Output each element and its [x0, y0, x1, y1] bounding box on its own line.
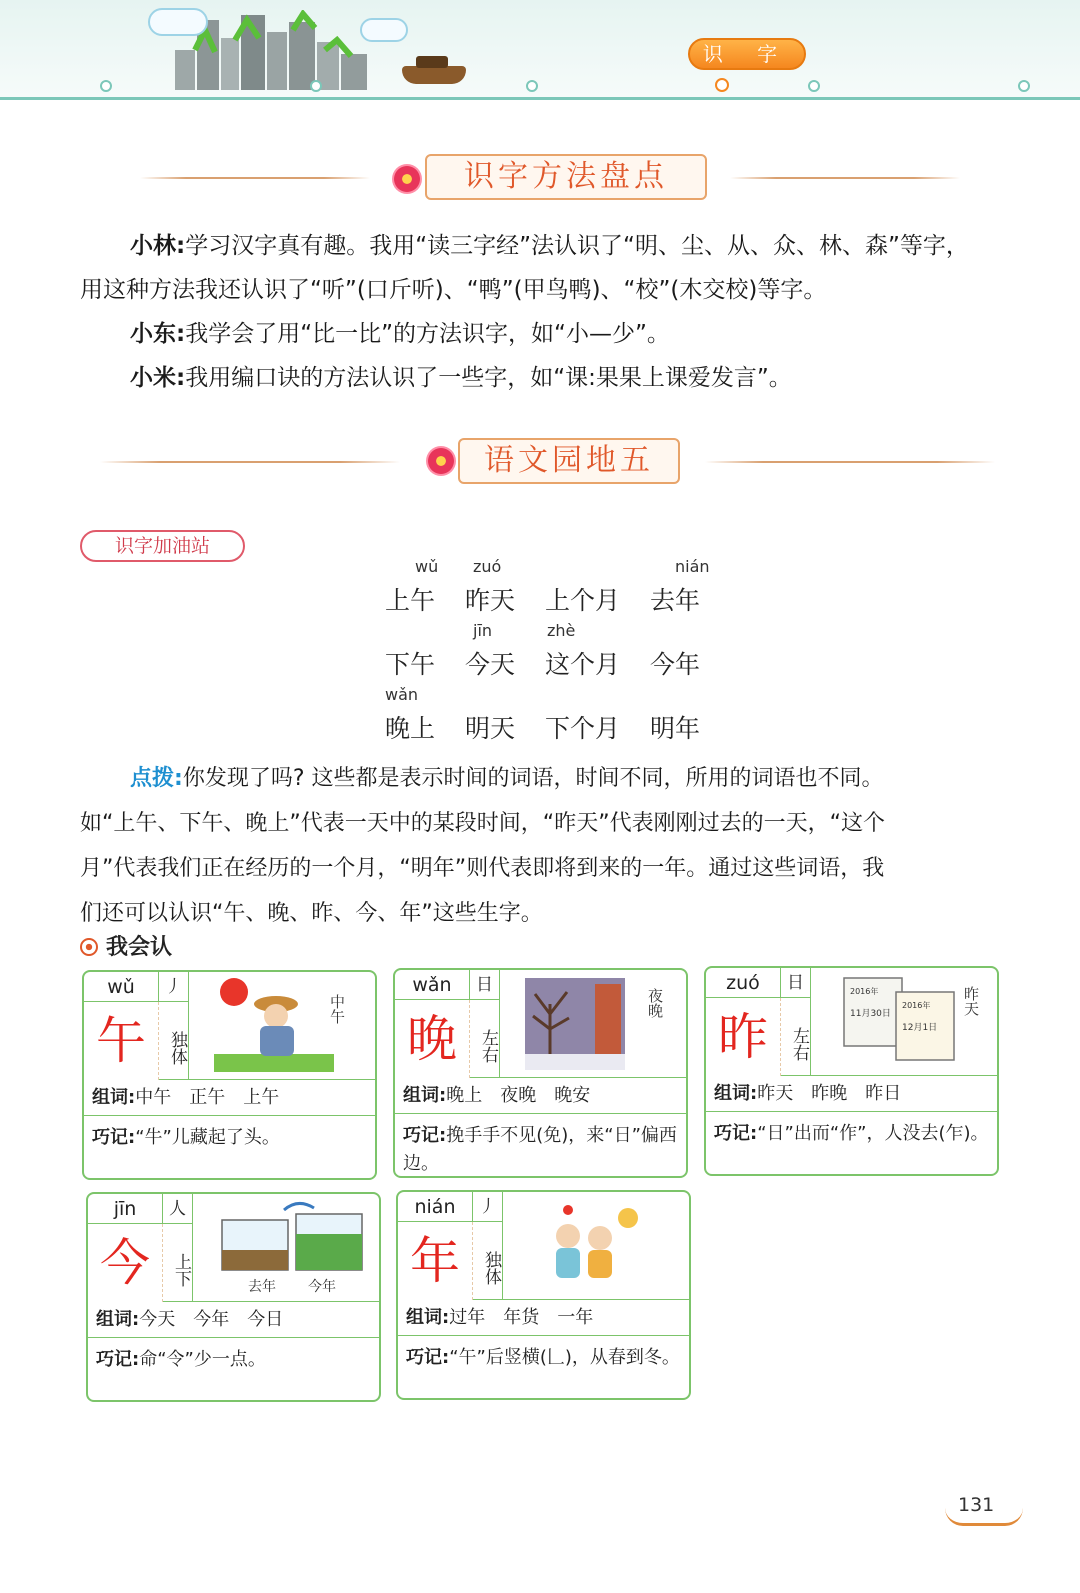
header-dot-icon: [100, 80, 112, 92]
memory-text: 挽手手不见(免)，来“日”偏西边。: [403, 1125, 677, 1174]
subsection-badge: 识字加油站: [80, 530, 245, 562]
word: 这个月: [545, 650, 621, 679]
header-dot-icon: [526, 80, 538, 92]
divider: [140, 177, 370, 179]
boat-icon: [402, 66, 466, 84]
word-row: [385, 685, 725, 757]
pinyin: wǎn: [385, 685, 419, 704]
card-char: 年: [410, 1232, 460, 1290]
card-char-cell: [84, 1002, 159, 1080]
card-structure: 独体: [473, 1222, 503, 1300]
chapter-tab: 识 字: [688, 38, 806, 70]
paragraph-xiaolin: [80, 224, 1020, 312]
tip-text: 们还可以认识“午、晚、昨、今、年”这些生字。: [80, 901, 543, 926]
tip-paragraph: [80, 756, 1025, 936]
word: 明年: [650, 714, 701, 743]
word: 昨天: [465, 586, 516, 615]
memory-label: 巧记:: [403, 1125, 447, 1146]
card-memory-tip: [395, 1116, 686, 1178]
card-memory-tip: [88, 1340, 379, 1374]
memory-label: 巧记:: [96, 1349, 140, 1370]
pinyin: wǔ: [415, 557, 439, 576]
word: 今年: [650, 650, 701, 679]
char-card-wan: [393, 968, 688, 1178]
words-text: 昨天 昨晚 昨日: [757, 1083, 902, 1104]
card-words: [88, 1302, 379, 1338]
picture-label: 去年: [248, 1279, 276, 1295]
card-words: [395, 1078, 686, 1114]
card-char: 晚: [407, 1010, 457, 1068]
card-top: [398, 1192, 689, 1300]
card-pinyin: wǎn: [395, 970, 470, 1000]
tip-text: 你发现了吗? 这些都是表示时间的词语，时间不同，所用的词语也不同。: [182, 766, 884, 791]
pinyin: zhè: [547, 621, 576, 640]
speaker-name: 小米:: [130, 365, 186, 391]
subsection-title: [80, 930, 172, 961]
cloud-icon: [360, 18, 408, 42]
char-card-zuo: [704, 966, 999, 1176]
card-char-cell: [88, 1224, 163, 1302]
memory-label: 巧记:: [406, 1347, 450, 1368]
header-dot-icon: [1018, 80, 1030, 92]
rose-icon: [426, 446, 456, 476]
words-label: 组词:: [406, 1307, 450, 1328]
cloud-icon: [148, 8, 208, 36]
card-memory-tip: [706, 1114, 997, 1148]
tip-key: 点拨:: [130, 766, 183, 791]
card-top: [84, 972, 375, 1080]
memory-text: “牛”儿藏起了头。: [135, 1127, 280, 1148]
divider: [100, 461, 400, 463]
card-structure: 左右: [781, 998, 811, 1076]
picture-label: 昨天: [962, 986, 980, 1016]
chapter-tab-pin-icon: [715, 78, 729, 92]
farmer-noon-illustration: [194, 976, 374, 1076]
paragraph-text: 我学会了用“比一比”的方法识字，如“小—少”。: [185, 321, 670, 347]
word-row: [385, 557, 725, 629]
card-top: [706, 968, 997, 1076]
page-number-swirl-icon: [945, 1508, 1023, 1526]
paragraph-text: 用这种方法我还认识了“听”(口斤听)、“鸭”(甲鸟鸭)、“校”(木交校)等字。: [80, 277, 827, 303]
words-label: 组词:: [714, 1083, 758, 1104]
char-card-wu: [82, 970, 377, 1180]
card-radical: 日: [470, 970, 500, 1000]
time-word-grid: [385, 557, 725, 757]
card-radical: 日: [781, 968, 811, 998]
page-header: [0, 0, 1080, 100]
word: 下个月: [545, 714, 621, 743]
divider: [730, 177, 960, 179]
picture-label: 今年: [308, 1279, 336, 1295]
card-memory-tip: [398, 1338, 689, 1372]
subsection-title-text: 我会认: [106, 935, 173, 960]
header-dot-icon: [310, 80, 322, 92]
word: 下午: [385, 650, 436, 679]
divider: [705, 461, 995, 463]
card-radical: 丿: [473, 1192, 503, 1222]
pinyin: nián: [675, 557, 710, 576]
section-title-row: [0, 152, 1080, 202]
card-words: [706, 1076, 997, 1112]
picture-label: 中午: [328, 994, 346, 1024]
words-text: 今天 今年 今日: [139, 1309, 284, 1330]
words-label: 组词:: [92, 1087, 136, 1108]
char-card-nian: [396, 1190, 691, 1400]
card-char-cell: [706, 998, 781, 1076]
card-structure: 上下: [163, 1224, 193, 1302]
section-title: 识字方法盘点: [425, 154, 707, 200]
card-pinyin: jīn: [88, 1194, 163, 1224]
seedling-to-trees-illustration: [198, 1198, 378, 1298]
card-char: 午: [96, 1012, 146, 1070]
word: 去年: [650, 586, 701, 615]
speaker-name: 小林:: [130, 233, 186, 259]
memory-text: “日”出而“作”，人没去(乍)。: [757, 1123, 989, 1144]
card-char-cell: [398, 1222, 473, 1300]
words-label: 组词:: [403, 1085, 447, 1106]
new-year-children-illustration: [508, 1196, 688, 1296]
word-row: [385, 621, 725, 693]
word: 今天: [465, 650, 516, 679]
char-card-jin: [86, 1192, 381, 1402]
card-structure: 独体: [159, 1002, 189, 1080]
word: 上午: [385, 586, 436, 615]
card-radical: 丿: [159, 972, 189, 1002]
card-top: [395, 970, 686, 1078]
card-words: [84, 1080, 375, 1116]
paragraph-text: 我用编口诀的方法认识了一些字，如“课:果果上课爱发言”。: [185, 365, 792, 391]
section-title: 语文园地五: [458, 438, 680, 484]
word: 上个月: [545, 586, 621, 615]
words-label: 组词:: [96, 1309, 140, 1330]
paragraph-xiaodong: [80, 312, 1020, 356]
memory-text: “午”后竖横(𠃊)，从春到冬。: [449, 1347, 680, 1368]
speaker-name: 小东:: [130, 321, 186, 347]
card-words: [398, 1300, 689, 1336]
card-pinyin: wǔ: [84, 972, 159, 1002]
paragraph-text: 学习汉字真有趣。我用“读三字经”法认识了“明、尘、从、众、林、森”等字，: [185, 233, 969, 259]
card-memory-tip: [84, 1118, 375, 1152]
card-structure: 左右: [470, 1000, 500, 1078]
page-number: 131: [958, 1494, 995, 1516]
plum-blossom-icon: [392, 164, 422, 194]
paragraph-xiaomi: [80, 356, 1020, 400]
pinyin: jīn: [473, 621, 493, 640]
card-radical: 人: [163, 1194, 193, 1224]
section-title-row: [0, 436, 1080, 486]
tip-text: 如“上午、下午、晚上”代表一天中的某段时间，“昨天”代表刚刚过去的一天，“这个: [80, 811, 885, 836]
word: 晚上: [385, 714, 436, 743]
memory-label: 巧记:: [714, 1123, 758, 1144]
tip-text: 月”代表我们正在经历的一个月，“明年”则代表即将到来的一年。通过这些词语，我: [80, 856, 885, 881]
card-char: 今: [100, 1234, 150, 1292]
card-pinyin: nián: [398, 1192, 473, 1222]
card-char-cell: [395, 1000, 470, 1078]
header-dot-icon: [808, 80, 820, 92]
calendar-year-label: 2016年: [902, 1001, 931, 1010]
words-text: 过年 年货 一年: [449, 1307, 594, 1328]
calendar-date-label: 12月1日: [902, 1023, 938, 1033]
card-pinyin: zuó: [706, 968, 781, 998]
word: 明天: [465, 714, 516, 743]
memory-text: 命“令”少一点。: [139, 1349, 266, 1370]
words-text: 中午 正午 上午: [135, 1087, 280, 1108]
card-top: [88, 1194, 379, 1302]
flower-bullet-icon: [80, 938, 98, 956]
memory-label: 巧记:: [92, 1127, 136, 1148]
pinyin: zuó: [473, 557, 502, 576]
words-text: 晚上 夜晚 晚安: [446, 1085, 591, 1106]
picture-label: 夜晚: [646, 988, 664, 1018]
card-char: 昨: [718, 1008, 768, 1066]
calendar-year-label: 2016年: [850, 987, 879, 996]
calendar-date-label: 11月30日: [850, 1009, 891, 1019]
